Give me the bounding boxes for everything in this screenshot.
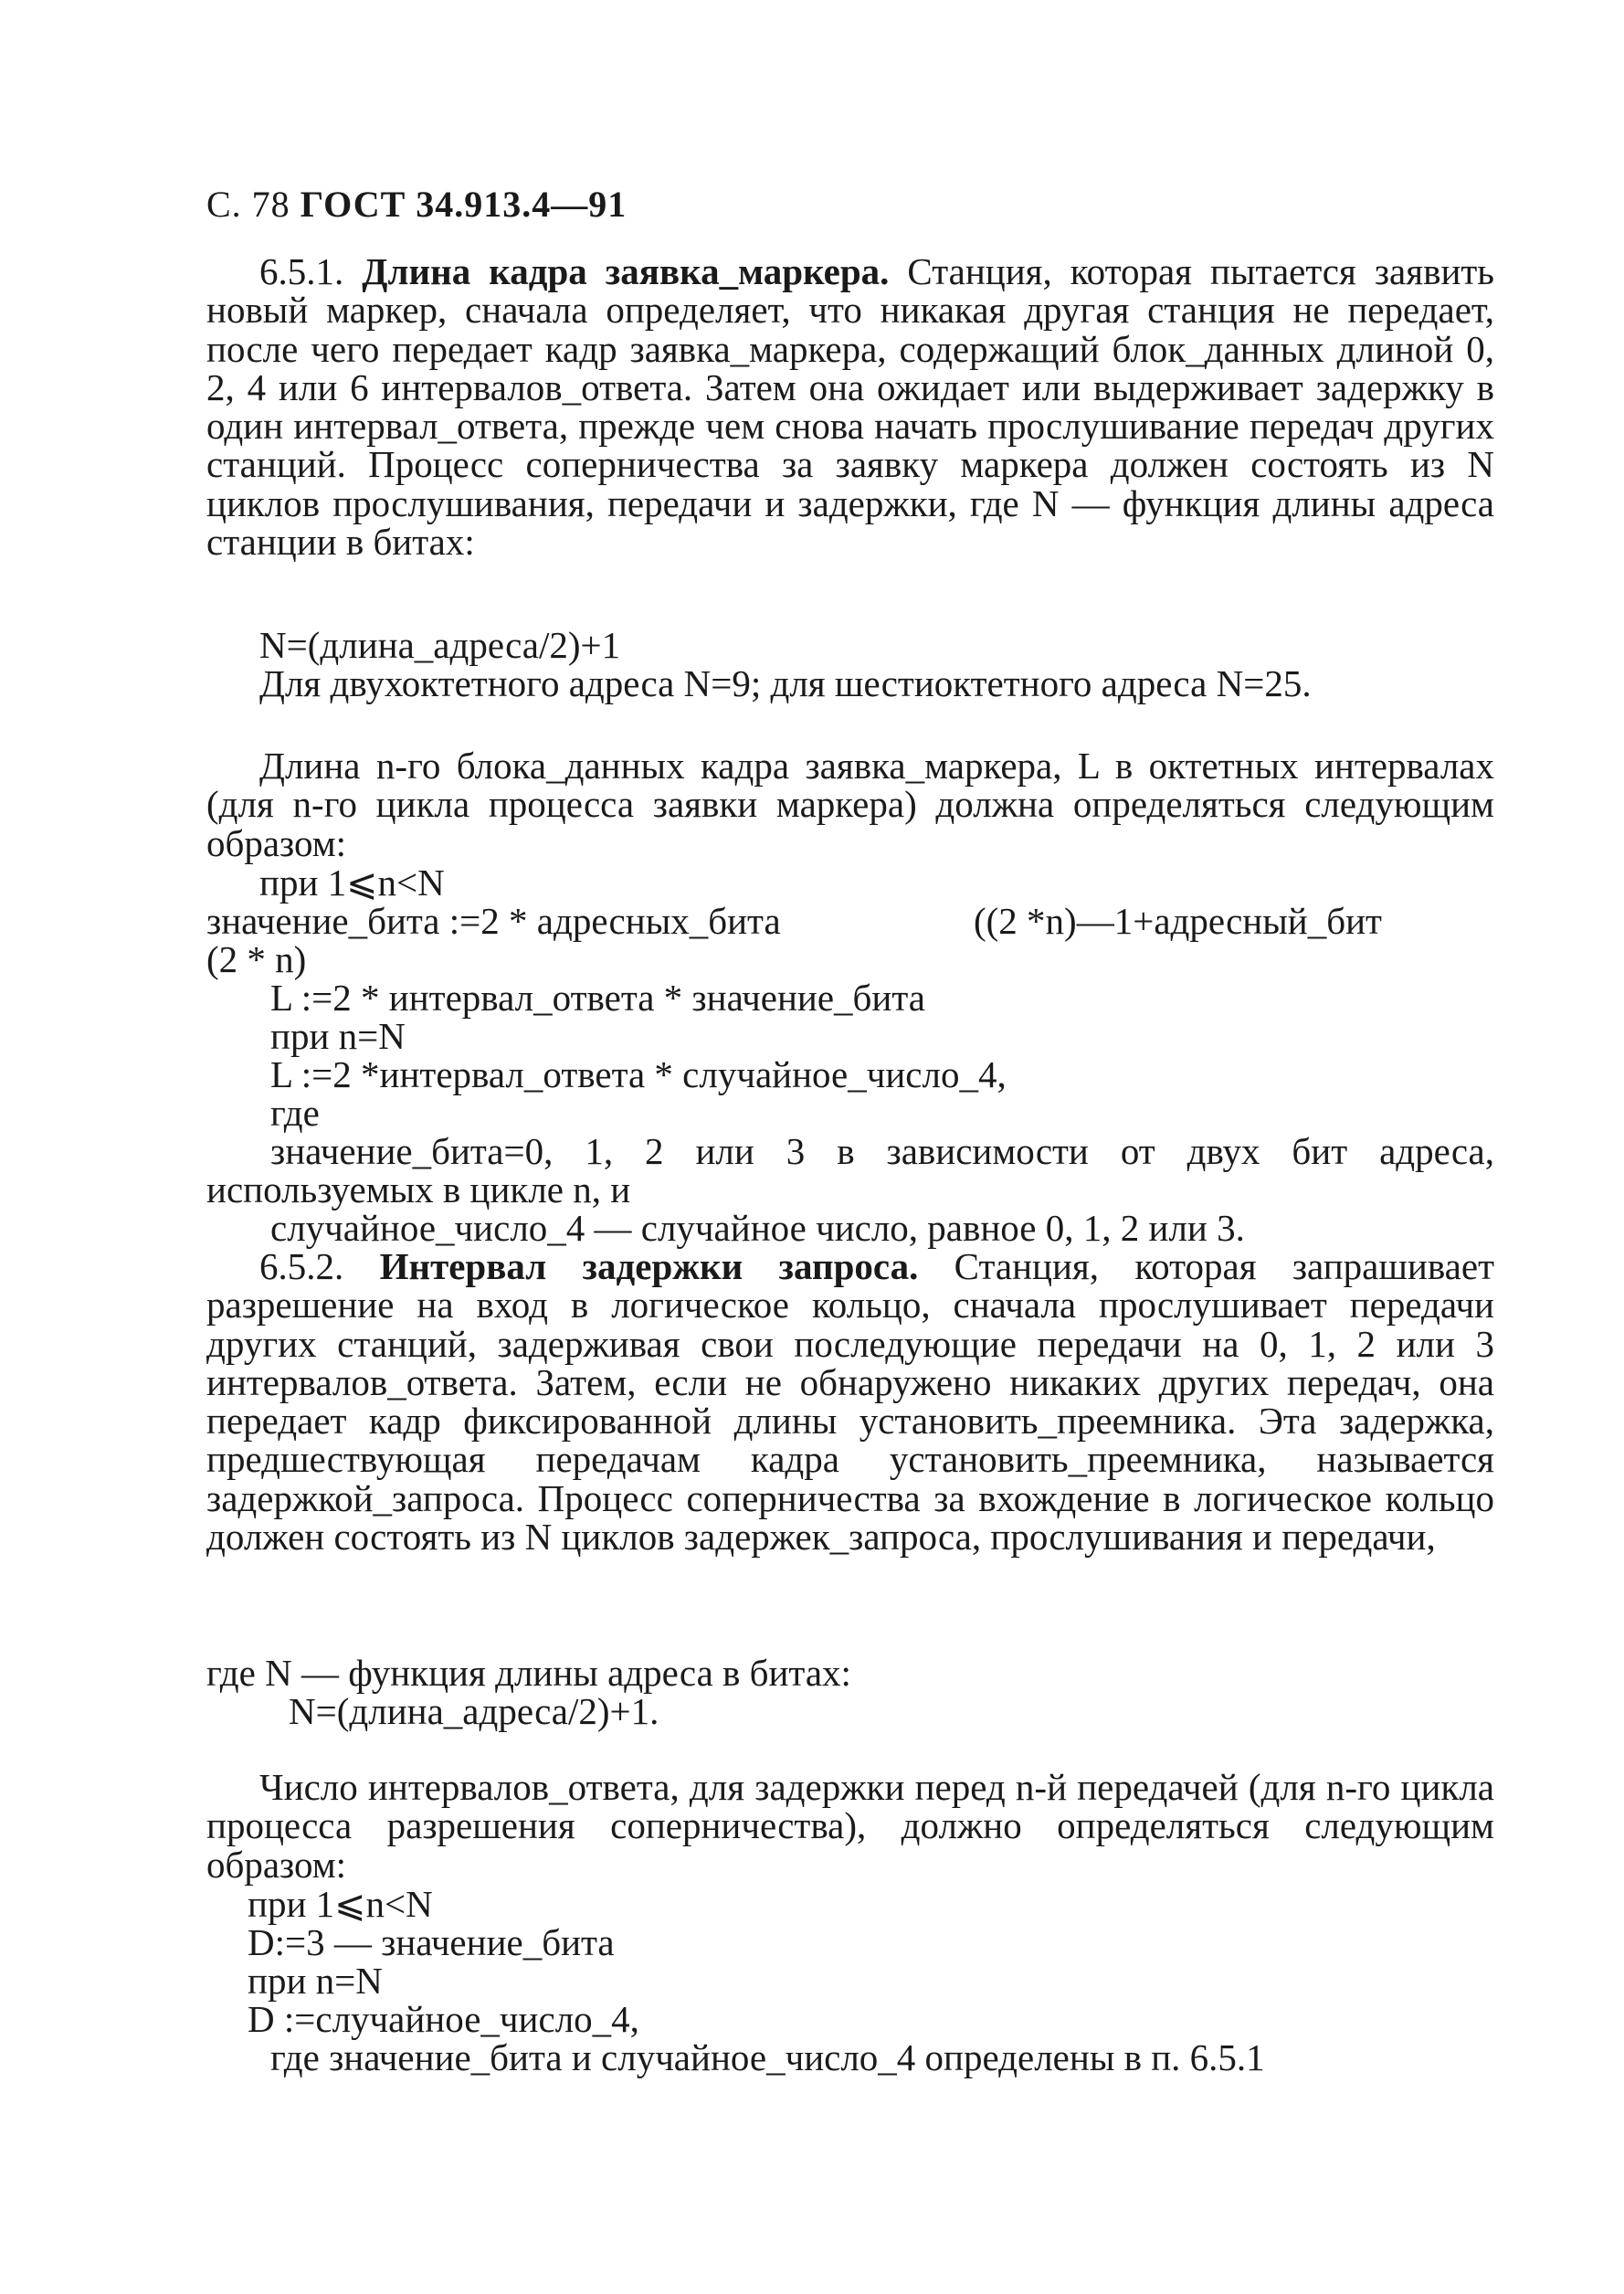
section-6-5-2-intro [206,1245,1494,1559]
expression: L :=2 * интервал_ответа * значение_бита [270,977,925,1019]
condition: при 1⩽n<N [248,1883,433,1925]
section-number: 6.5.2. [259,1245,344,1287]
definition: значение_бита=0, 1, 2 или 3 в зависимости от двух бит адреса, используемых в цикле n, и [206,1130,1494,1211]
expression: D :=случайное_число_4, [248,1998,639,2040]
paragraph: где N — функция длины адреса в битах: [206,1652,851,1694]
page-number: С. 78 [206,184,290,225]
paragraph: Длина n-го блока_данных кадра заявка_маркера, L в октетных интервалах (для n-го цикла процесса заявки маркера) должна определяться следующим образом: [206,745,1494,864]
paragraph: Станция, которая запрашивает разрешение на вход в логическое кольцо, сначала прослушивает передачи других станций, задерживая свои последующие передачи на 0, 1, 2 или 3 интервалов_ответа. Затем, если не обнаружено никаких других передач, она передает кадр фиксированной длины установить_преемника. Эта задержка, предшествующая передачам кадра установить_преемника, называется задержкой_запроса. Процесс соперничества за вхождение в логическое кольцо должен состоять из N циклов задержек_запроса, прослушивания и передачи, [206,1245,1494,1559]
formula: N=(длина_адреса/2)+1. [289,1690,659,1732]
formula: N=(длина_адреса/2)+1 [259,624,621,666]
expression: значение_бита :=2 * адресных_бита [206,900,781,942]
closing-sentence: где значение_бита и случайное_число_4 определены в п. 6.5.1 [270,2036,1265,2078]
paragraph: Число интервалов_ответа, для задержки перед n-й передачей (для n-го цикла процесса разрешения соперничества), должно определяться следующим образом: [206,1766,1494,1886]
paragraph: Для двухоктетного адреса N=9; для шестиоктетного адреса N=25. [259,662,1312,704]
expression: (2 * n) [206,938,307,980]
expression: ((2 *n)—1+адресный_бит [974,900,1382,942]
section-title: Интервал задержки запроса. [379,1245,919,1287]
paragraph: Станция, которая пытается заявить новый маркер, сначала определяет, что никакая другая станция не передает, после чего передает кадр заявка_маркера, содержащий блок_данных длиной 0, 2, 4 или 6 интервалов_ответа. Затем она ожидает или выдерживает задержку в один интервал_ответа, прежде чем снова начать прослушивание передач других станций. Процесс соперничества за заявку маркера должен состоять из N циклов прослушивания, передачи и задержки, где N — функция длины адреса станции в битах: [206,250,1494,564]
condition: при n=N [270,1015,406,1057]
page-header [206,183,627,226]
condition: при 1⩽n<N [259,862,445,904]
condition: при n=N [248,1960,383,2002]
definition: случайное_число_4 — случайное число, равное 0, 1, 2 или 3. [270,1207,1245,1249]
section-title: Длина кадра заявка_маркера. [362,250,890,292]
standard-designation: ГОСТ 34.913.4—91 [300,184,627,225]
expression: D:=3 — значение_бита [248,1921,615,1963]
expression: L :=2 *интервал_ответа * случайное_число_4, [270,1053,1007,1095]
section-number: 6.5.1. [259,250,344,292]
section-6-5-1-intro [206,250,1494,564]
where-label: где [270,1092,320,1134]
